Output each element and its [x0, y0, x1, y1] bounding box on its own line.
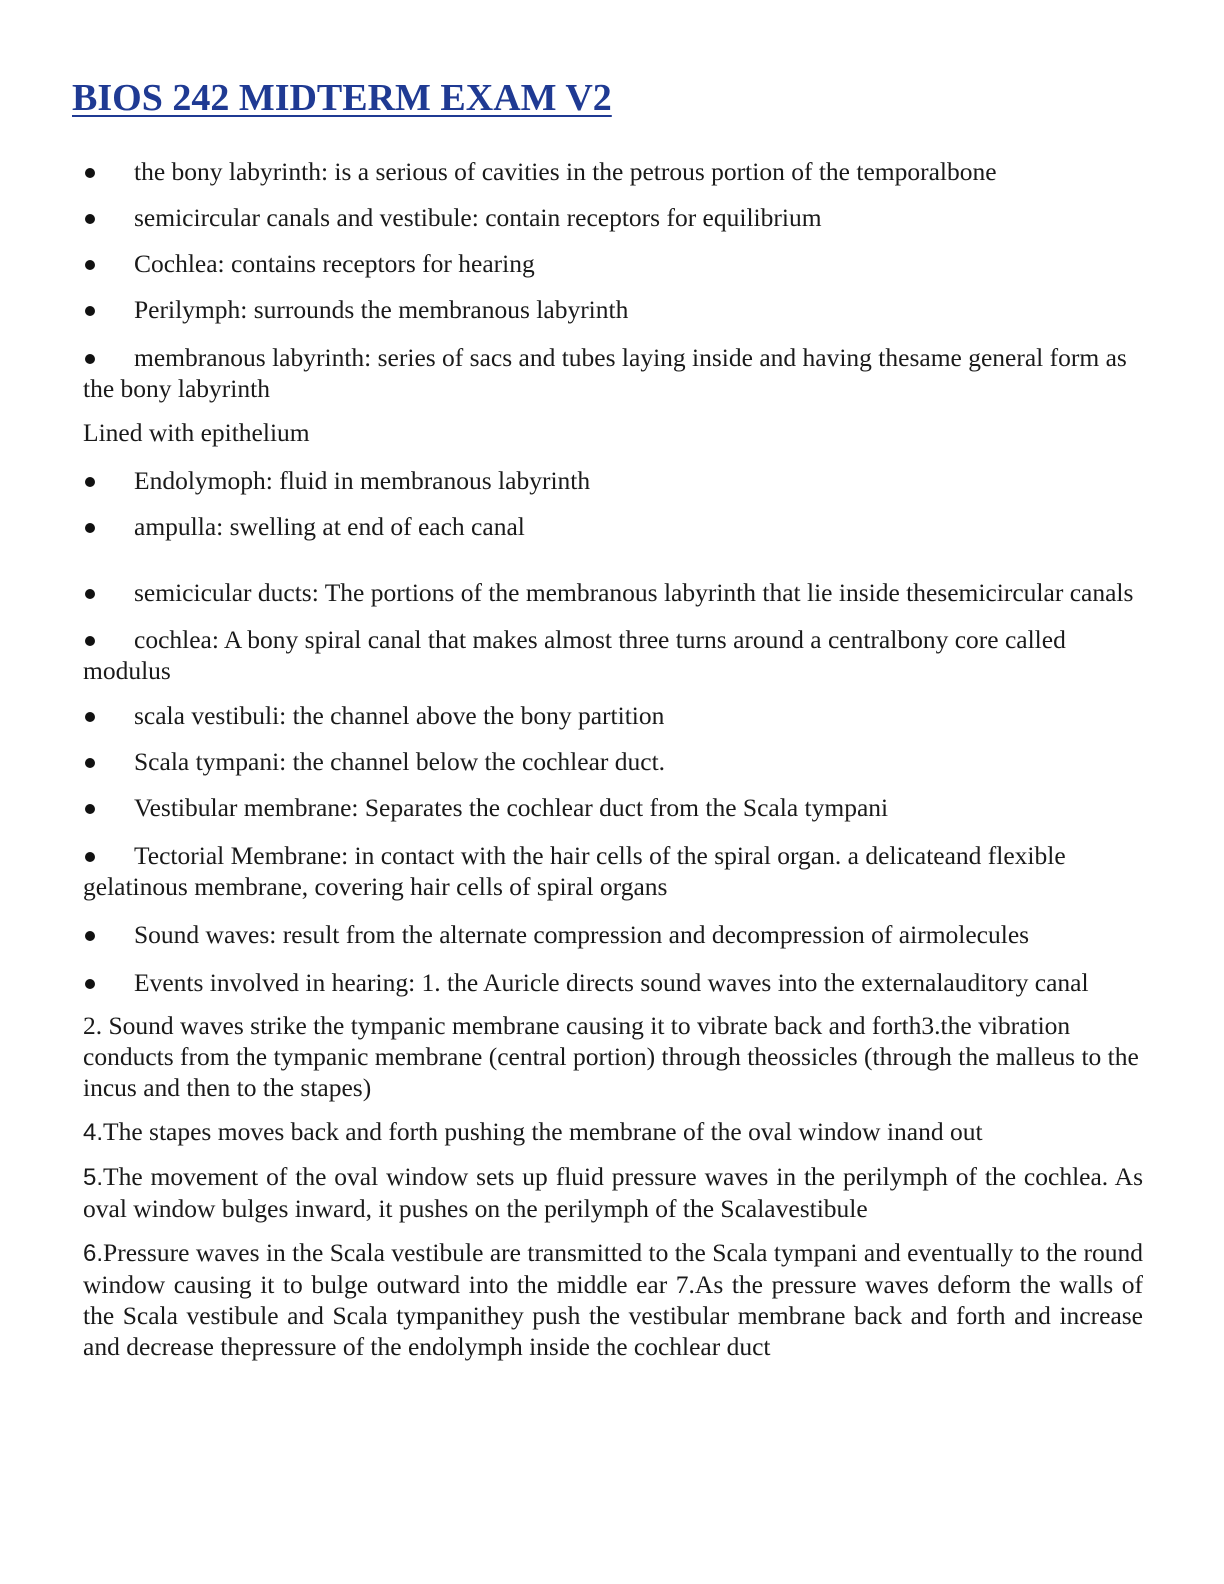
bullet-text: semicircular canals and vestibule: contain receptors for equilibrium: [134, 203, 822, 232]
bullet-icon: [85, 931, 95, 941]
bullet-icon: [85, 758, 95, 768]
bullet-text: ampulla: swelling at end of each canal: [134, 512, 525, 541]
bullet-item: [83, 294, 1143, 325]
numbered-step: [83, 1116, 1143, 1148]
bullet-text: semicicular ducts: The portions of the membranous labyrinth that lie inside thesemicircular canals: [134, 578, 1134, 607]
bullet-text: Cochlea: contains receptors for hearing: [134, 249, 535, 278]
bullet-item: [83, 248, 1143, 279]
step-text: The movement of the oval window sets up fluid pressure waves in the perilymph of the cochlea. As oval window bulges inward, it pushes on the perilymph of the Scalavestibule: [83, 1162, 1143, 1223]
bullet-text: Tectorial Membrane: in contact with the hair cells of the spiral organ. a delicateand flexible gelatinous membrane, covering hair cells of spiral organs: [83, 841, 1066, 901]
bullet-icon: [85, 636, 95, 646]
step-text: Pressure waves in the Scala vestibule are transmitted to the Scala tympani and eventually to the round window causing it to bulge outward into the middle ear 7.As the pressure waves deform the walls of the Scala vestibule and Scala tympanithey push the vestibular membrane back and forth and increase and decrease thepressure of the endolymph inside the cochlear duct: [83, 1238, 1143, 1361]
document-title: BIOS 242 MIDTERM EXAM V2: [72, 77, 612, 119]
step-text: The stapes moves back and forth pushing the membrane of the oval window inand out: [103, 1117, 983, 1146]
bullet-item: [83, 342, 1143, 404]
bullet-item: [83, 967, 1143, 998]
bullet-text: Scala tympani: the channel below the cochlear duct.: [134, 747, 666, 776]
bullet-text: Events involved in hearing: 1. the Auricle directs sound waves into the externalauditory canal: [134, 968, 1089, 997]
plain-paragraph: 2. Sound waves strike the tympanic membrane causing it to vibrate back and forth3.the vibration conducts from the tympanic membrane (central portion) through theossicles (through the malleus to the incus and then to the stapes): [83, 1011, 1139, 1102]
bullet-item: [83, 746, 1143, 777]
bullet-icon: [85, 523, 95, 533]
bullet-item: [83, 511, 1143, 542]
bullet-item: [83, 156, 1143, 187]
plain-paragraph: Lined with epithelium: [83, 418, 310, 447]
bullet-icon: [85, 712, 95, 722]
bullet-text: Perilymph: surrounds the membranous labyrinth: [134, 295, 629, 324]
bullet-item: [83, 840, 1143, 902]
bullet-icon: [85, 477, 95, 487]
bullet-icon: [85, 589, 95, 599]
bullet-text: Endolymoph: fluid in membranous labyrinth: [134, 466, 591, 495]
bullet-icon: [85, 354, 95, 364]
bullet-item: [83, 792, 1143, 823]
bullet-icon: [85, 804, 95, 814]
bullet-icon: [85, 260, 95, 270]
step-number: 4.: [83, 1119, 104, 1146]
bullet-item: [83, 202, 1143, 233]
bullet-icon: [85, 852, 95, 862]
bullet-item: [83, 919, 1143, 950]
bullet-item: [83, 624, 1143, 686]
document-body: [83, 156, 1143, 1362]
bullet-icon: [85, 214, 95, 224]
bullet-text: cochlea: A bony spiral canal that makes almost three turns around a centralbony core called modulus: [83, 625, 1066, 685]
numbered-step: [83, 1161, 1143, 1224]
bullet-item: [83, 700, 1143, 731]
bullet-icon: [85, 168, 95, 178]
bullet-item: [83, 577, 1143, 608]
bullet-icon: [85, 979, 95, 989]
bullet-text: Vestibular membrane: Separates the cochlear duct from the Scala tympani: [134, 793, 889, 822]
step-number: 5.: [83, 1164, 104, 1191]
bullet-text: Sound waves: result from the alternate compression and decompression of airmolecules: [134, 920, 1030, 949]
step-number: 6.: [83, 1240, 104, 1267]
numbered-step: [83, 1237, 1143, 1362]
bullet-text: scala vestibuli: the channel above the bony partition: [134, 701, 665, 730]
bullet-icon: [85, 306, 95, 316]
bullet-text: membranous labyrinth: series of sacs and tubes laying inside and having thesame general form as the bony labyrinth: [83, 343, 1127, 403]
bullet-item: [83, 465, 1143, 496]
bullet-text: the bony labyrinth: is a serious of cavities in the petrous portion of the temporalbone: [134, 157, 997, 186]
